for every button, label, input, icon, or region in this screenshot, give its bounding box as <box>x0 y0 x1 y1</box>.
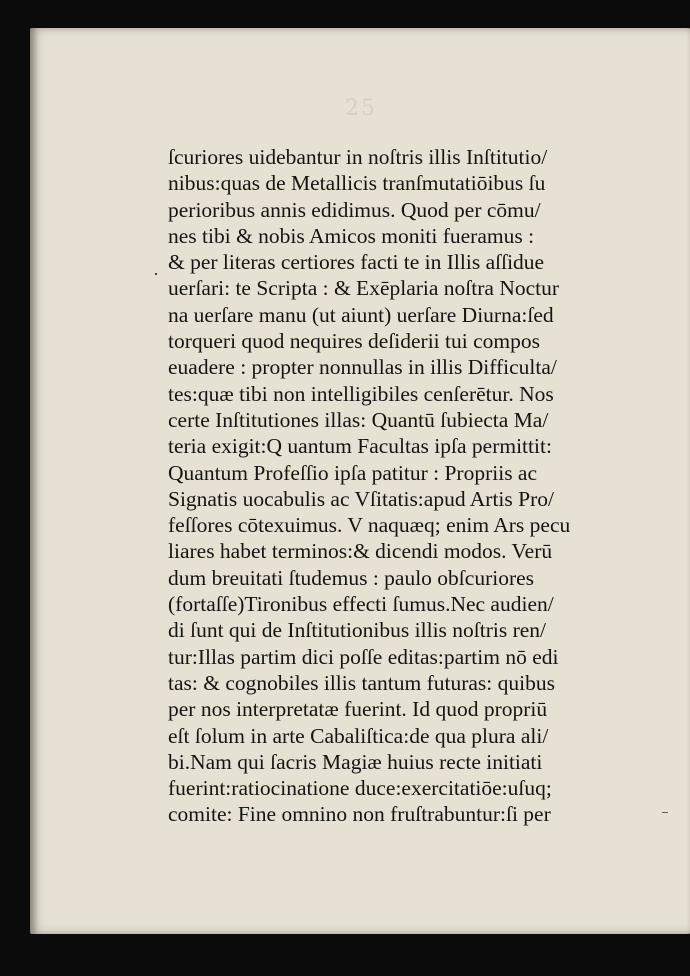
text-line: per nos interpretatæ fuerint. Id quod propriū <box>168 697 548 722</box>
text-line: torqueri quod nequires deſiderii tui compos <box>168 329 540 354</box>
text-line: (fortaſſe)Tironibus effecti ſumus.Nec audien/ <box>168 592 554 617</box>
text-line: tes:quæ tibi non intelligibiles cenſerētur. Nos <box>168 381 554 406</box>
margin-mark: · <box>153 264 159 284</box>
text-line: di ſunt qui de Inſtitutionibus illis noſtris ren/ <box>168 618 547 643</box>
text-line: nibus:quas de Metallicis tranſmutatiōibus ſu <box>168 171 546 196</box>
text-block <box>168 144 588 828</box>
edge-mark <box>662 812 668 813</box>
text-line: uerſari: te Scripta : & Exēplaria noſtra Noctur <box>168 276 560 301</box>
page-number: 25 <box>345 96 377 121</box>
text-line: & per literas certiores facti te in Illis aſſidue <box>168 250 545 275</box>
text-line: bi.Nam qui ſacris Magiæ huius recte initiati <box>168 749 543 774</box>
text-line: euadere : propter nonnullas in illis Difficulta/ <box>168 355 557 380</box>
text-line: Signatis uocabulis ac Vſitatis:apud Artis Pro/ <box>168 486 554 511</box>
text-line: liares habet terminos:& dicendi modos. Verū <box>168 539 553 564</box>
text-line: tur:Illas partim dici poſſe editas:partim nō edi <box>168 644 559 669</box>
text-line: dum breuitati ſtudemus : paulo obſcuriores <box>168 565 535 590</box>
text-line: feſſores cōtexuimus. V naquæq; enim Ars pecu <box>168 513 571 538</box>
text-line: na uerſare manu (ut aiunt) uerſare Diurna:ſed <box>168 302 554 327</box>
text-line: eſt ſolum in arte Cabaliſtica:de qua plura ali/ <box>168 723 549 748</box>
text-line: nes tibi & nobis Amicos moniti fueramus : <box>168 223 535 248</box>
text-line: tas: & cognobiles illis tantum futuras: quibus <box>168 670 555 695</box>
text-line: certe Inſtitutiones illas: Quantū ſubiecta Ma/ <box>168 407 549 432</box>
text-line: teria exigit:Q uantum Facultas ipſa permittit: <box>168 434 552 459</box>
text-line: ſcuriores uidebantur in noſtris illis Inſtitutio/ <box>168 145 548 169</box>
text-line: perioribus annis edidimus. Quod per cōmu/ <box>168 197 541 222</box>
text-line: Quantum Profeſſio ipſa patitur : Propriis ac <box>168 460 538 485</box>
text-line: comite: Fine omnino non fruſtrabuntur:ſi per <box>168 802 551 827</box>
text-line: fuerint:ratiocinatione duce:exercitatiōe:uſuq; <box>168 776 552 801</box>
